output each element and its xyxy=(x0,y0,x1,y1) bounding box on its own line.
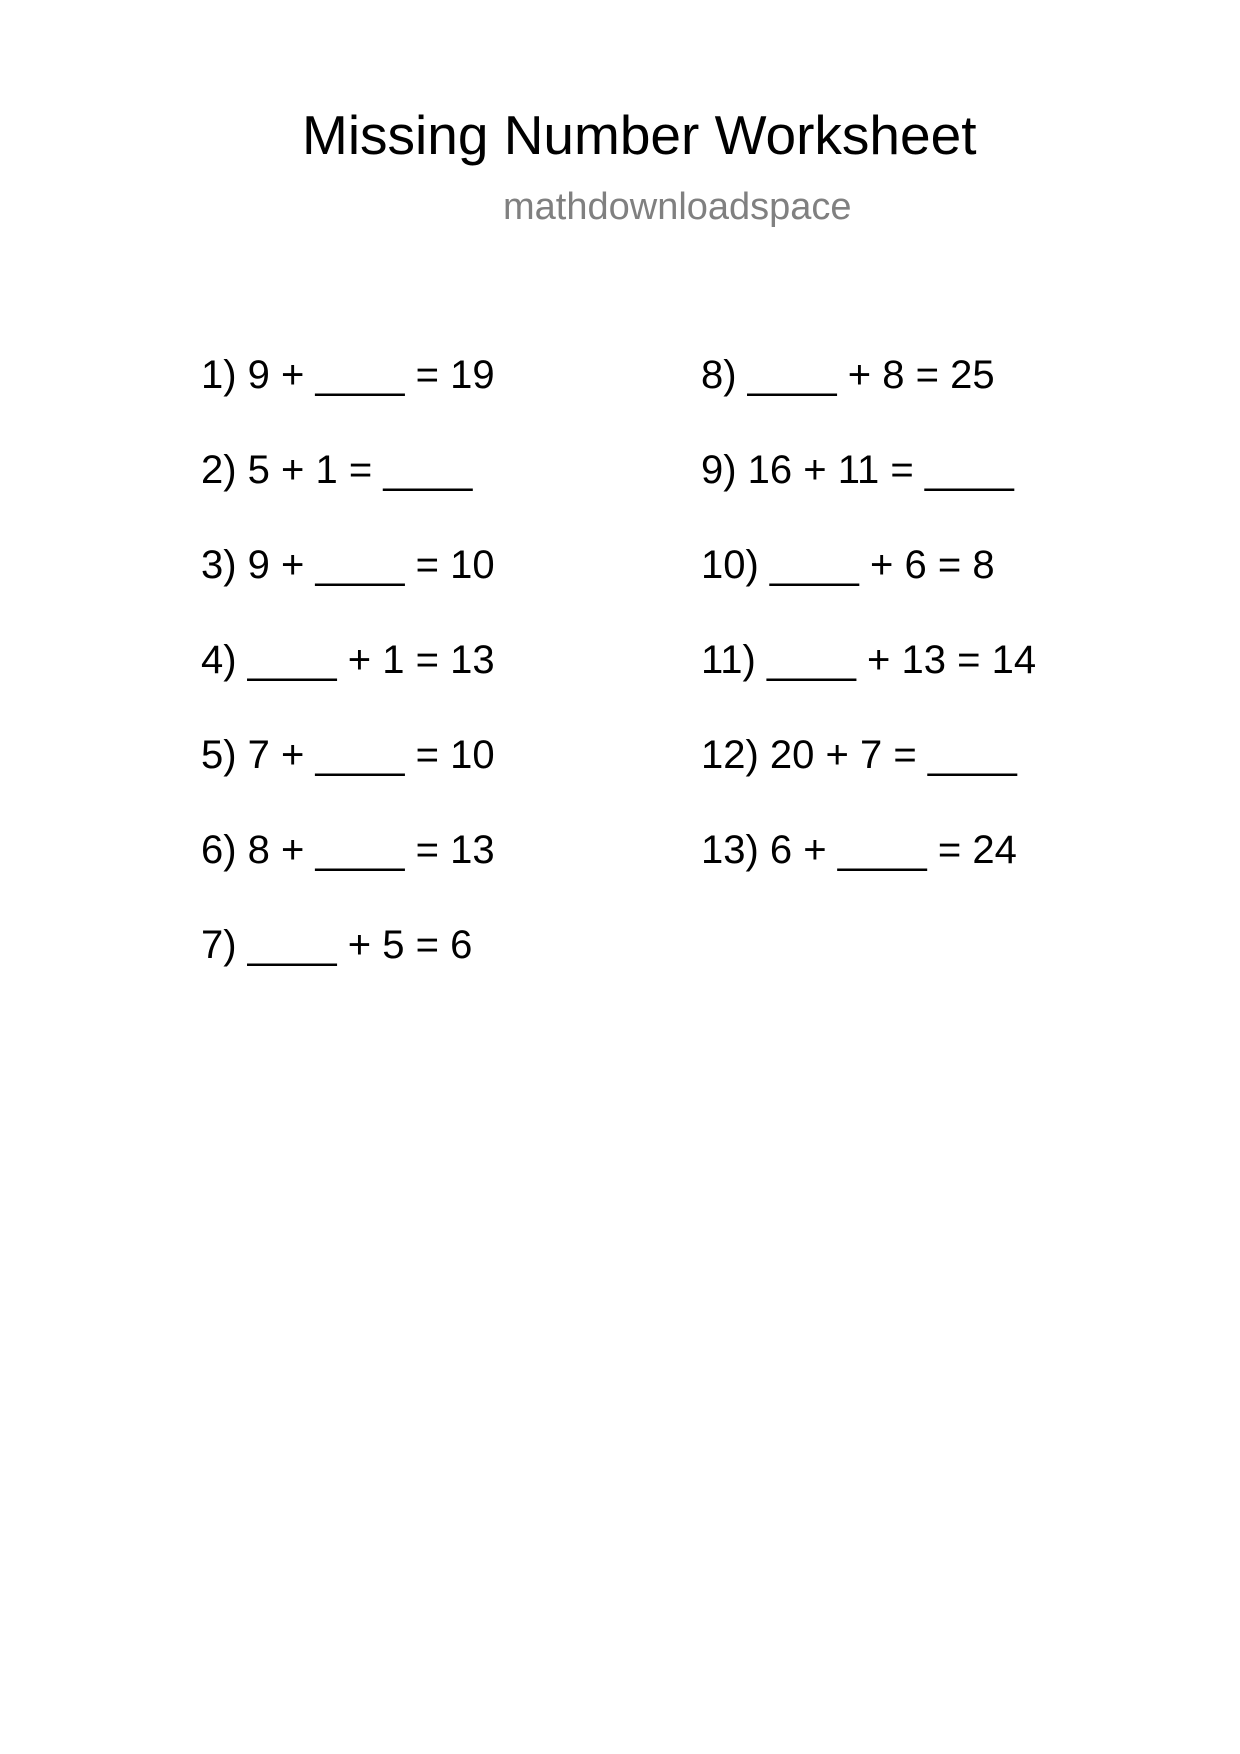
problem-13: 13) 6 + ____ = 24 xyxy=(701,828,1017,872)
worksheet-title: Missing Number Worksheet xyxy=(302,104,977,166)
worksheet-subtitle: mathdownloadspace xyxy=(503,186,852,228)
problem-5: 5) 7 + ____ = 10 xyxy=(201,733,495,777)
problem-3: 3) 9 + ____ = 10 xyxy=(201,543,495,587)
problem-7: 7) ____ + 5 = 6 xyxy=(201,923,473,967)
problem-10: 10) ____ + 6 = 8 xyxy=(701,543,995,587)
problem-9: 9) 16 + 11 = ____ xyxy=(701,448,1014,492)
problem-11: 11) ____ + 13 = 14 xyxy=(701,638,1037,682)
problem-4: 4) ____ + 1 = 13 xyxy=(201,638,495,682)
problems-right-column xyxy=(701,350,1036,920)
problem-6: 6) 8 + ____ = 13 xyxy=(201,828,495,872)
problem-1: 1) 9 + ____ = 19 xyxy=(201,353,495,397)
problems-left-column xyxy=(201,350,495,1015)
problem-2: 2) 5 + 1 = ____ xyxy=(201,448,473,492)
problem-8: 8) ____ + 8 = 25 xyxy=(701,353,995,397)
problem-12: 12) 20 + 7 = ____ xyxy=(701,733,1017,777)
